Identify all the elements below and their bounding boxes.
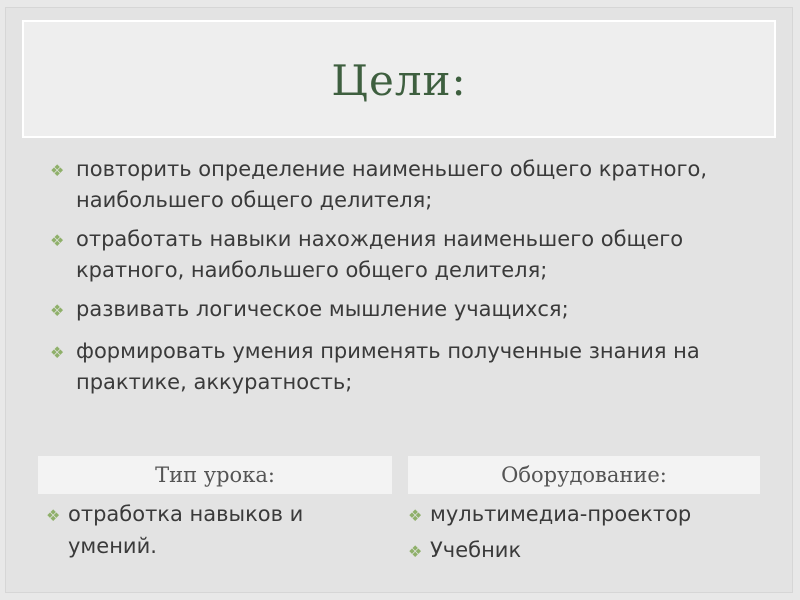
goals-list	[50, 154, 740, 406]
list-item	[50, 294, 740, 328]
diamond-bullet-icon: ❖	[50, 231, 65, 250]
equipment-heading: Оборудование:	[408, 456, 760, 494]
equipment-list	[408, 498, 788, 570]
lesson-type-heading: Тип урока:	[38, 456, 392, 494]
diamond-bullet-icon: ❖	[50, 343, 65, 362]
diamond-bullet-icon: ❖	[408, 506, 423, 525]
equipment-text: Учебник	[430, 538, 522, 562]
goal-text: развивать логическое мышление учащихся;	[76, 297, 569, 321]
equipment-text: мультимедиа-проектор	[430, 502, 692, 526]
list-item	[408, 498, 788, 534]
list-item	[408, 534, 788, 570]
diamond-bullet-icon: ❖	[46, 506, 61, 525]
goal-text: повторить определение наименьшего общего кратного, наибольшего общего делителя;	[76, 157, 707, 212]
list-item	[50, 154, 740, 216]
lesson-type-text: отработка навыков и умений.	[68, 502, 304, 558]
slide-title: Цели:	[331, 56, 467, 105]
diamond-bullet-icon: ❖	[408, 542, 423, 561]
title-box	[22, 20, 776, 138]
list-item	[50, 224, 740, 286]
slide	[6, 8, 792, 592]
list-item	[46, 498, 386, 562]
list-item	[50, 336, 740, 398]
lesson-type-list	[46, 498, 386, 562]
goal-text: отработать навыки нахождения наименьшего общего кратного, наибольшего общего делителя;	[76, 227, 684, 282]
goal-text: формировать умения применять полученные знания на практике, аккуратность;	[76, 339, 700, 394]
diamond-bullet-icon: ❖	[50, 301, 65, 320]
diamond-bullet-icon: ❖	[50, 161, 65, 180]
